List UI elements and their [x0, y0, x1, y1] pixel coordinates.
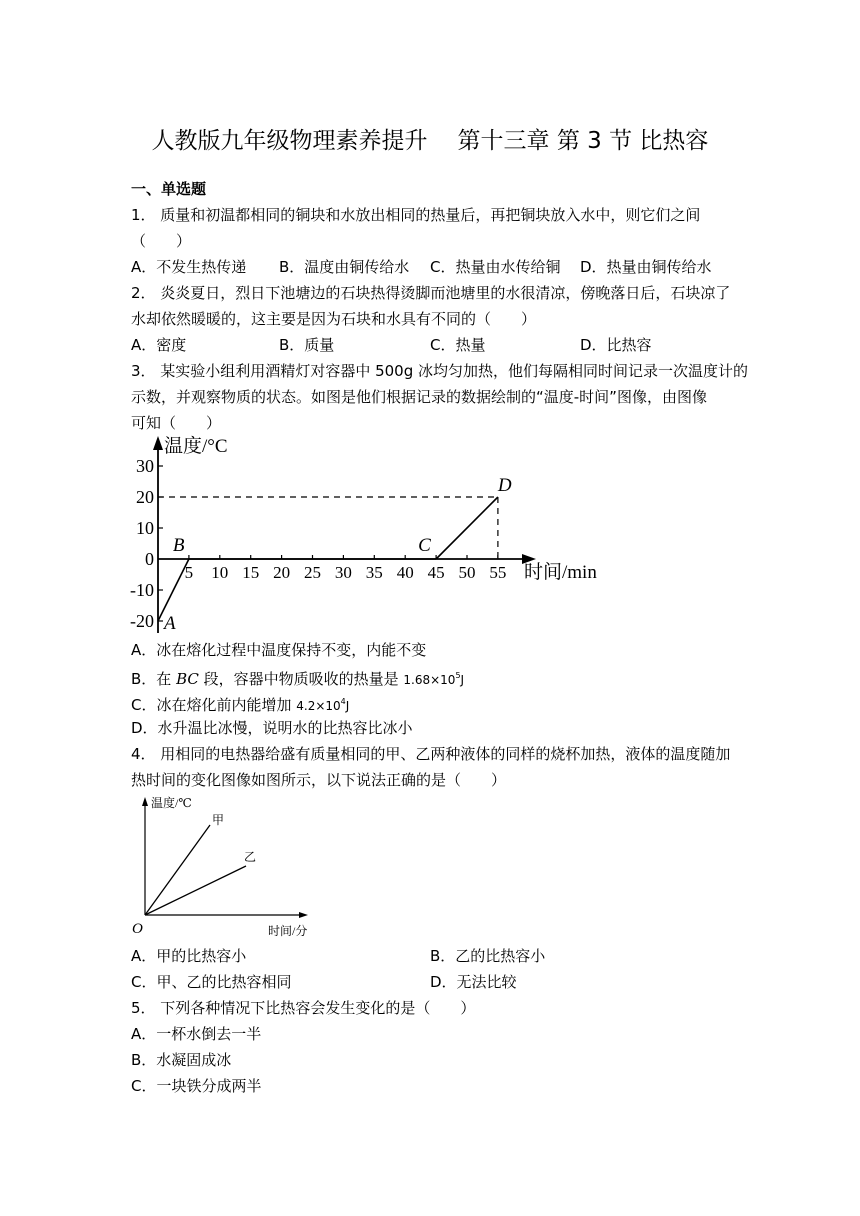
x-tick-label: 45 — [427, 563, 445, 582]
page-title — [0, 122, 860, 155]
x-tick-label: 30 — [334, 563, 352, 582]
q1-option-d: D．热量由铜传给水 — [580, 258, 712, 276]
q2-text-line2: 水却依然暖暖的，这主要是因为石块和水具有不同的（ ） — [131, 310, 537, 328]
y-tick-label: 0 — [145, 549, 154, 569]
q5-option-a: A．一杯水倒去一半 — [131, 1025, 262, 1043]
x-tick-label: 40 — [396, 563, 414, 582]
x-tick-label: 15 — [242, 563, 260, 582]
x-axis-label: 时间/分 — [268, 924, 308, 938]
q2-option-b: B．质量 — [279, 336, 335, 354]
q3-option-b — [131, 666, 464, 690]
series-line-steep — [145, 825, 210, 915]
q1-option-b: B．温度由铜传给水 — [279, 258, 410, 276]
q4-option-b: B．乙的比热容小 — [430, 947, 546, 965]
q4-text-line2: 热时间的变化图像如图所示，以下说法正确的是（ ） — [131, 771, 507, 789]
point-label-c: C — [418, 535, 431, 556]
q1-text-line2: （ ） — [131, 232, 192, 250]
q3-option-b-value: 1.68×10 — [403, 673, 456, 687]
x-tick-label: 20 — [273, 563, 291, 582]
q3-option-b-prefix: B．在 — [131, 670, 177, 688]
x-tick-label: 25 — [304, 563, 321, 582]
q3-option-c-exponent: 4 — [340, 697, 346, 706]
x-tick-label: 10 — [211, 563, 229, 582]
q4-option-a: A．甲的比热容小 — [131, 947, 247, 965]
q2-text-line1: 2． 炎炎夏日，烈日下池塘边的石块热得烫脚而池塘里的水很清凉，傍晚落日后，石块凉了 — [131, 284, 731, 302]
q3-option-b-exponent: 5 — [455, 671, 461, 680]
q2-option-d: D．比热容 — [580, 336, 652, 354]
section-heading: 一、单选题 — [131, 180, 207, 198]
q3-option-c-prefix: C．冰在熔化前内能增加 — [131, 696, 297, 714]
title-left: 人教版九年级物理素养提升 — [151, 128, 428, 154]
q5-option-c: C．一块铁分成两半 — [131, 1077, 262, 1095]
series-label-shallow: 乙 — [244, 850, 257, 864]
y-tick-label: -10 — [130, 580, 154, 600]
y-axis-label: 温度/°C — [164, 436, 228, 457]
y-tick-label: 30 — [136, 456, 154, 476]
chart2-group — [132, 795, 308, 938]
q3-option-b-segment: BC — [176, 670, 199, 688]
y-tick-label: 10 — [136, 518, 154, 538]
y-axis-label: 温度/℃ — [151, 796, 192, 810]
y-tick-label: 20 — [136, 487, 154, 507]
q3-option-b-unit: J — [460, 673, 465, 687]
segment-cd — [436, 497, 498, 559]
x-tick-label: 5 — [184, 563, 194, 582]
chart1-group — [130, 435, 597, 634]
y-axis-arrow — [153, 436, 163, 450]
x-axis-label: 时间/min — [524, 562, 597, 583]
q5-text-line1: 5． 下列各种情况下比热容会发生变化的是（ ） — [131, 999, 476, 1017]
q3-option-c-unit: J — [345, 699, 350, 713]
series-line-shallow — [145, 866, 246, 915]
q1-option-a: A．不发生热传递 — [131, 258, 247, 276]
q2-option-c: C．热量 — [430, 336, 486, 354]
x-tick-label: 35 — [365, 563, 383, 582]
q5-option-b: B．水凝固成冰 — [131, 1051, 232, 1069]
q3-option-a: A．冰在熔化过程中温度保持不变，内能不变 — [131, 641, 427, 659]
title-right: 第十三章 第 3 节 比热容 — [457, 128, 709, 154]
q2-option-a: A．密度 — [131, 336, 187, 354]
q1-text-line1: 1． 质量和初温都相同的铜块和水放出相同的热量后，再把铜块放入水中，则它们之间 — [131, 206, 701, 224]
q3-option-c — [131, 692, 349, 716]
q3-temperature-time-chart — [128, 428, 608, 638]
x-tick-label: 55 — [489, 563, 507, 582]
q3-text-line3: 可知（ ） — [131, 414, 222, 432]
q4-temperature-time-chart — [128, 793, 328, 943]
x-tick-label: 50 — [458, 563, 476, 582]
q3-text-line2: 示数，并观察物质的状态。如图是他们根据记录的数据绘制的“温度-时间”图像，由图像 — [131, 388, 707, 406]
q3-option-b-mid: 段，容器中物质吸收的热量是 — [198, 670, 404, 688]
point-label-b: B — [172, 535, 185, 556]
x-axis-arrow — [299, 912, 308, 918]
q1-option-c: C．热量由水传给铜 — [430, 258, 561, 276]
y-tick-label: -20 — [130, 611, 154, 631]
series-label-steep: 甲 — [212, 813, 225, 827]
point-label-a: A — [164, 613, 176, 634]
origin-label: O — [132, 921, 143, 937]
q4-option-c: C．甲、乙的比热容相同 — [131, 973, 292, 991]
q3-text-line1: 3． 某实验小组利用酒精灯对容器中 500g 冰均匀加热，他们每隔相同时间记录一次温度计的 — [131, 362, 749, 380]
point-label-d: D — [497, 475, 512, 496]
y-axis-arrow — [142, 797, 148, 806]
q3-option-d: D．水升温比冰慢，说明水的比热容比冰小 — [131, 719, 413, 737]
q4-option-d: D．无法比较 — [430, 973, 517, 991]
q4-text-line1: 4． 用相同的电热器给盛有质量相同的甲、乙两种液体的同样的烧杯加热，液体的温度随加 — [131, 745, 731, 763]
q3-option-c-value: 4.2×10 — [296, 699, 341, 713]
